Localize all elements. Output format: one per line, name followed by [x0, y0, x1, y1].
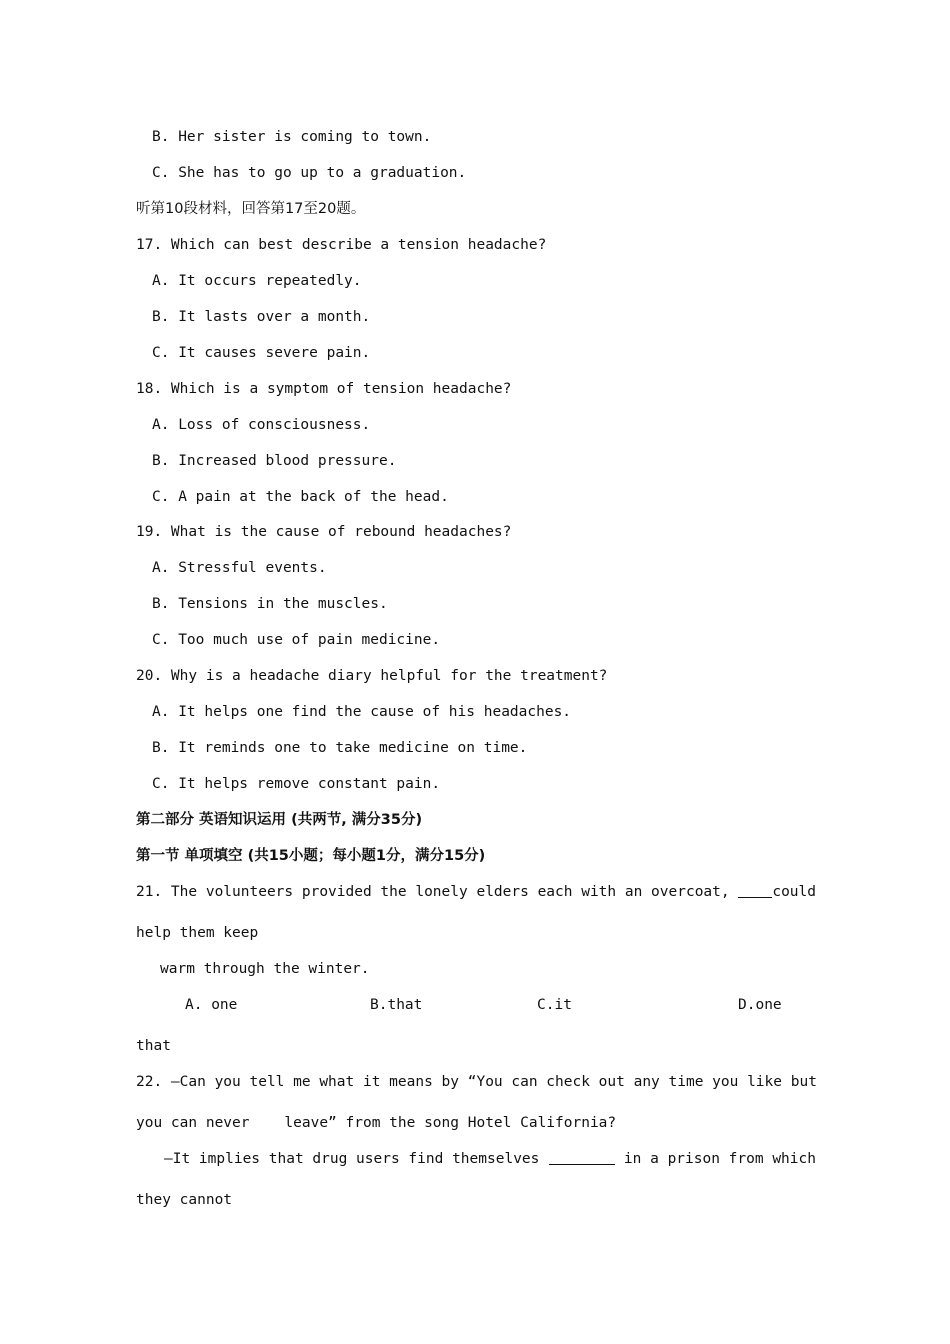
q22-line-4: they cannot: [136, 1192, 233, 1208]
question-20: 20. Why is a headache diary helpful for the treatment?: [136, 668, 608, 684]
section-instruction-10: 听第10段材料，回答第17至20题。: [136, 201, 366, 217]
q21-option-a: A. one: [185, 997, 238, 1013]
q21-line-2: help them keep: [136, 925, 259, 941]
q18-option-a: A. Loss of consciousness.: [152, 417, 371, 433]
q22-blank: [549, 1150, 615, 1165]
q17-option-a: A. It occurs repeatedly.: [152, 273, 362, 289]
q16-option-c: C. She has to go up to a graduation.: [152, 165, 467, 181]
question-21: [136, 883, 816, 901]
q19-option-a: A. Stressful events.: [152, 560, 327, 576]
q22-text-after: in a prison from which: [623, 1151, 816, 1167]
q20-option-a: A. It helps one find the cause of his headaches.: [152, 704, 572, 720]
part-two-heading: 第二部分 英语知识运用 (共两节, 满分35分): [136, 812, 423, 828]
q21-option-b: B.that: [370, 997, 423, 1013]
section-one-heading: 第一节 单项填空 (共15小题；每小题1分，满分15分): [136, 848, 486, 864]
q16-option-b: B. Her sister is coming to town.: [152, 129, 432, 145]
question-17: 17. Which can best describe a tension headache?: [136, 237, 547, 253]
q17-option-b: B. It lasts over a month.: [152, 309, 371, 325]
q19-option-c: C. Too much use of pain medicine.: [152, 632, 441, 648]
q22-line-3: [164, 1150, 816, 1168]
q21-option-d: D.one: [738, 997, 782, 1013]
q22-line-2: you can never leave” from the song Hotel California?: [136, 1115, 617, 1131]
q20-option-c: C. It helps remove constant pain.: [152, 776, 441, 792]
q21-option-c: C.it: [537, 997, 572, 1013]
q22-text-before: —It implies that drug users find themselves: [164, 1151, 540, 1167]
q21-line-3: warm through the winter.: [160, 961, 370, 977]
question-18: 18. Which is a symptom of tension headache?: [136, 381, 512, 397]
q20-option-b: B. It reminds one to take medicine on time.: [152, 740, 528, 756]
question-22: 22. —Can you tell me what it means by “You can check out any time you like but: [136, 1074, 817, 1090]
q17-option-c: C. It causes severe pain.: [152, 345, 371, 361]
q19-option-b: B. Tensions in the muscles.: [152, 596, 388, 612]
q18-option-b: B. Increased blood pressure.: [152, 453, 397, 469]
q21-text-after: could: [772, 884, 816, 900]
q21-text-before: 21. The volunteers provided the lonely elders each with an overcoat,: [136, 884, 730, 900]
q18-option-c: C. A pain at the back of the head.: [152, 489, 449, 505]
q21-blank: [738, 883, 772, 898]
question-19: 19. What is the cause of rebound headaches?: [136, 524, 512, 540]
q21-option-d-continued: that: [136, 1038, 171, 1054]
